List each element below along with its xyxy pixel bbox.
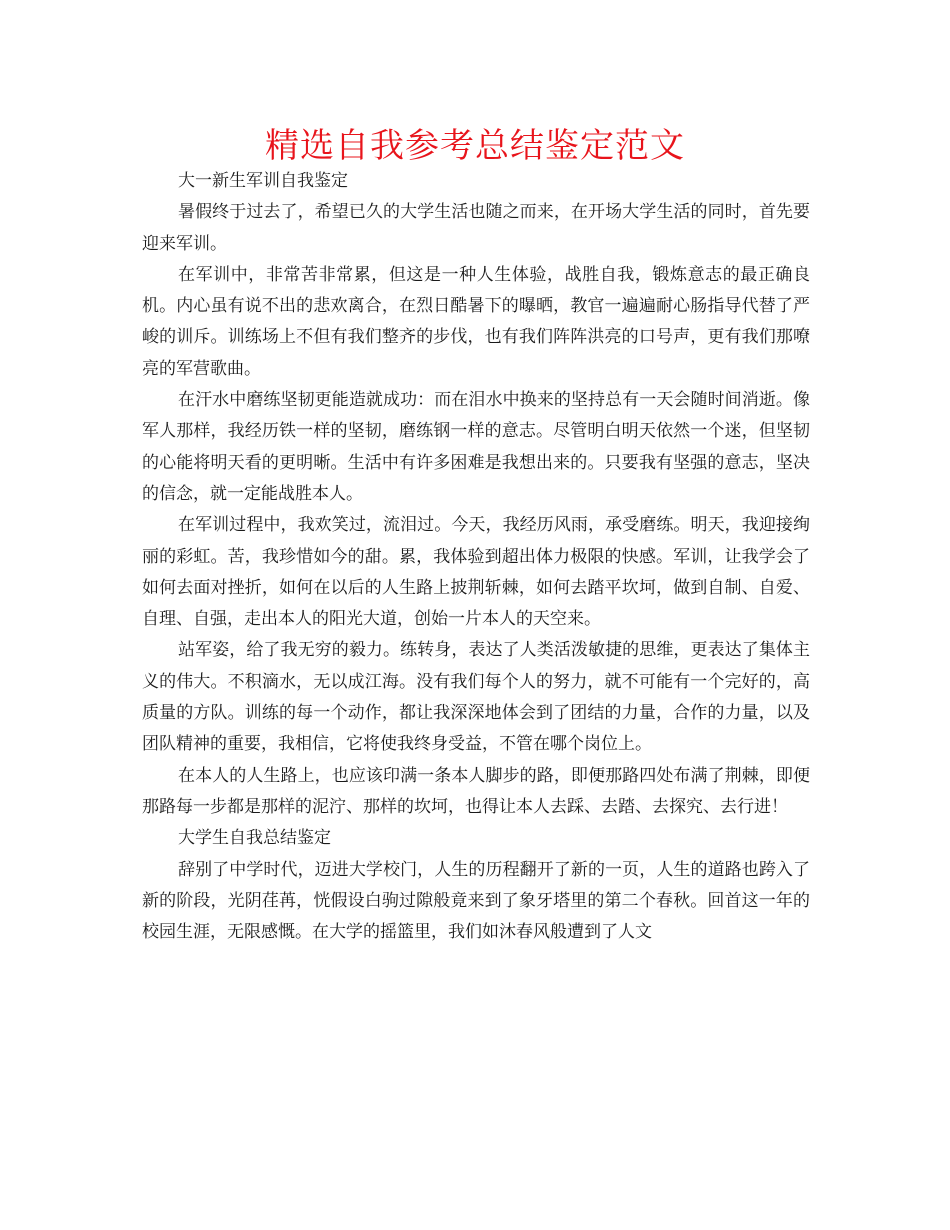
paragraph: 在本人的人生路上，也应该印满一条本人脚步的路，即便那路四处布满了荆棘，即便那路每一步都是那样的泥泞、那样的坎坷，也得让本人去踩、去踏、去探究、去行进！ [142, 765, 810, 817]
paragraph: 辞别了中学时代，迈进大学校门，人生的历程翻开了新的一页，人生的道路也跨入了新的阶段，光阴荏苒，恍假设白驹过隙般竟来到了象牙塔里的第二个春秋。回首这一年的校园生涯，无限感慨。在大学的摇篮里，我们如沐春风般遭到了人文 [142, 859, 810, 943]
section-heading-military-training: 大一新生军训自我鉴定 [178, 171, 348, 191]
paragraph: 站军姿，给了我无穷的毅力。练转身，表达了人类活泼敏捷的思维，更表达了集体主义的伟大。不积滴水，无以成江海。没有我们每个人的努力，就不可能有一个完好的，高质量的方队。训练的每一个动作，都让我深深地体会到了团结的力量，合作的力量，以及团队精神的重要，我相信，它将使我终身受益，不管在哪个岗位上。 [142, 640, 810, 755]
paragraph: 在军训过程中，我欢笑过，流泪过。今天，我经历风雨，承受磨练。明天，我迎接绚丽的彩虹。苦，我珍惜如今的甜。累，我体验到超出体力极限的快感。军训，让我学会了如何去面对挫折，如何在以后的人生路上披荆斩棘，如何去踏平坎坷，做到自制、自爱、自理、自强，走出本人的阳光大道，创始一片本人的天空来。 [142, 515, 810, 630]
document-body [142, 166, 810, 948]
paragraph: 在汗水中磨练坚韧更能造就成功：而在泪水中换来的坚持总有一天会随时间消逝。像军人那样，我经历铁一样的坚韧，磨练钢一样的意志。尽管明白明天依然一个迷，但坚韧的心能将明天看的更明晰。生活中有许多困难是我想出来的。只要我有坚强的意志，坚决的信念，就一定能战胜本人。 [142, 390, 810, 504]
section-heading-college-summary: 大学生自我总结鉴定 [178, 828, 331, 849]
paragraph: 暑假终于过去了，希望已久的大学生活也随之而来，在开场大学生活的同时，首先要迎来军训。 [142, 202, 810, 254]
page-title: 精选自我参考总结鉴定范文 [265, 126, 685, 166]
paragraph: 在军训中，非常苦非常累，但这是一种人生体验，战胜自我，锻炼意志的最正确良机。内心虽有说不出的悲欢离合，在烈日酷暑下的曝晒，教官一遍遍耐心肠指导代替了严峻的训斥。训练场上不但有我们整齐的步伐，也有我们阵阵洪亮的口号声，更有我们那嘹亮的军营歌曲。 [142, 264, 810, 379]
